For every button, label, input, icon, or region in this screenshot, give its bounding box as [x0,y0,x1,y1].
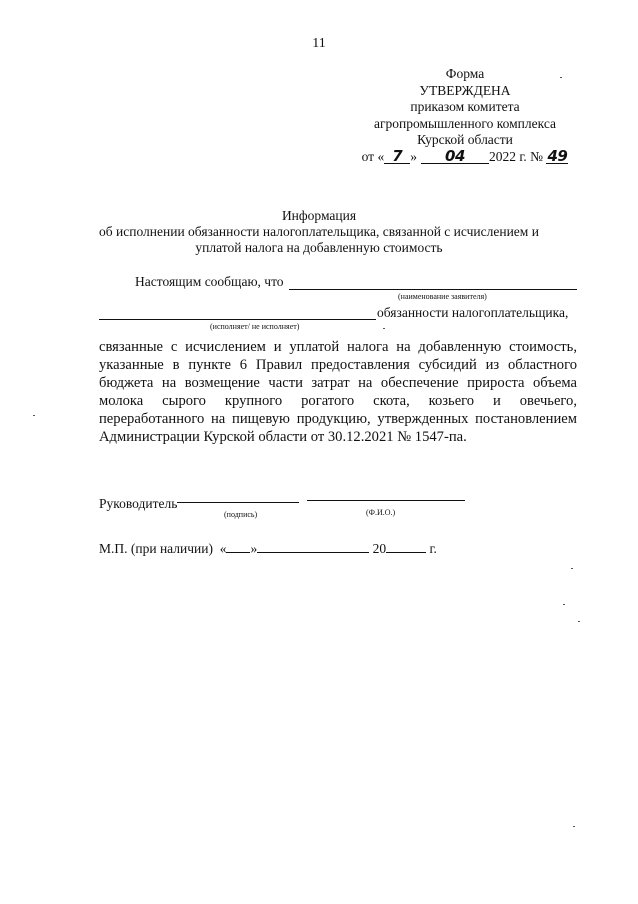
approval-date-line [340,146,590,166]
scan-speck [571,568,573,569]
title-heading: Информация [281,208,357,223]
title-subline-2: уплатой налога на добавленную стоимость [195,240,443,255]
close-quote: » [250,541,258,556]
applicant-caption: (наименование заявителя) [398,292,487,301]
approval-form-label: Форма [445,66,485,81]
stamp-month-field[interactable] [257,552,369,553]
approval-approved-label: УТВЕРЖДЕНА [419,82,511,98]
page-number: 11 [312,36,326,51]
stamp-label: М.П. (при наличии) [99,541,213,556]
stamp-year-field[interactable] [386,552,426,553]
stamp-line [99,541,437,557]
scan-speck [578,621,580,622]
stamp-day-field[interactable] [226,552,250,553]
approval-committee-label: агропромышленного комплекса [374,115,556,131]
full-name-field[interactable] [307,500,465,501]
open-quote: « [219,541,227,556]
scan-speck [573,826,575,827]
handwritten-day: 7 [384,149,410,164]
approval-block [340,66,590,165]
report-label: Настоящим сообщаю, что [135,274,284,289]
scan-speck [33,415,35,416]
applicant-name-field[interactable] [289,289,577,290]
date-mid: » [410,148,417,164]
scan-speck [560,77,562,78]
date-year: 2022 г. № [488,148,543,164]
duty-label: обязанности налогоплательщика, [377,305,569,320]
head-label: Руководитель [99,496,178,511]
scan-speck [563,604,565,605]
scan-speck [383,328,385,329]
title-subline-1: об исполнении обязанности налогоплательщика, связанной с исчислением и [99,224,539,239]
fulfils-field[interactable] [99,319,376,320]
signature-field[interactable] [177,502,299,503]
approval-order-label: приказом комитета [410,99,520,114]
body-paragraph: связанные с исчислением и уплатой налога на добавленную стоимость, указанные в пункте 6 Правил предоставления субсидий из областного бюджета на возмещение части затрат на обеспечение прироста объема молока сырого крупного рогатого скота, козьего и овечьего, переработанного на пищевую продукцию, утвержденных постановлением Администрации Курской области от 30.12.2021 № 1547-па. [99,339,577,445]
handwritten-month: 04 [421,149,489,164]
stamp-year-suffix: г. [429,541,437,556]
date-prefix: от « [361,148,385,164]
document-title [0,208,638,256]
handwritten-number: 49 [547,146,568,165]
approval-region-label: Курской области [417,132,513,147]
full-name-caption: (Ф.И.О.) [366,508,396,517]
fulfils-caption: (исполняет/ не исполняет) [210,322,300,331]
stamp-year-prefix: 20 [372,541,387,556]
signature-caption: (подпись) [224,510,258,519]
